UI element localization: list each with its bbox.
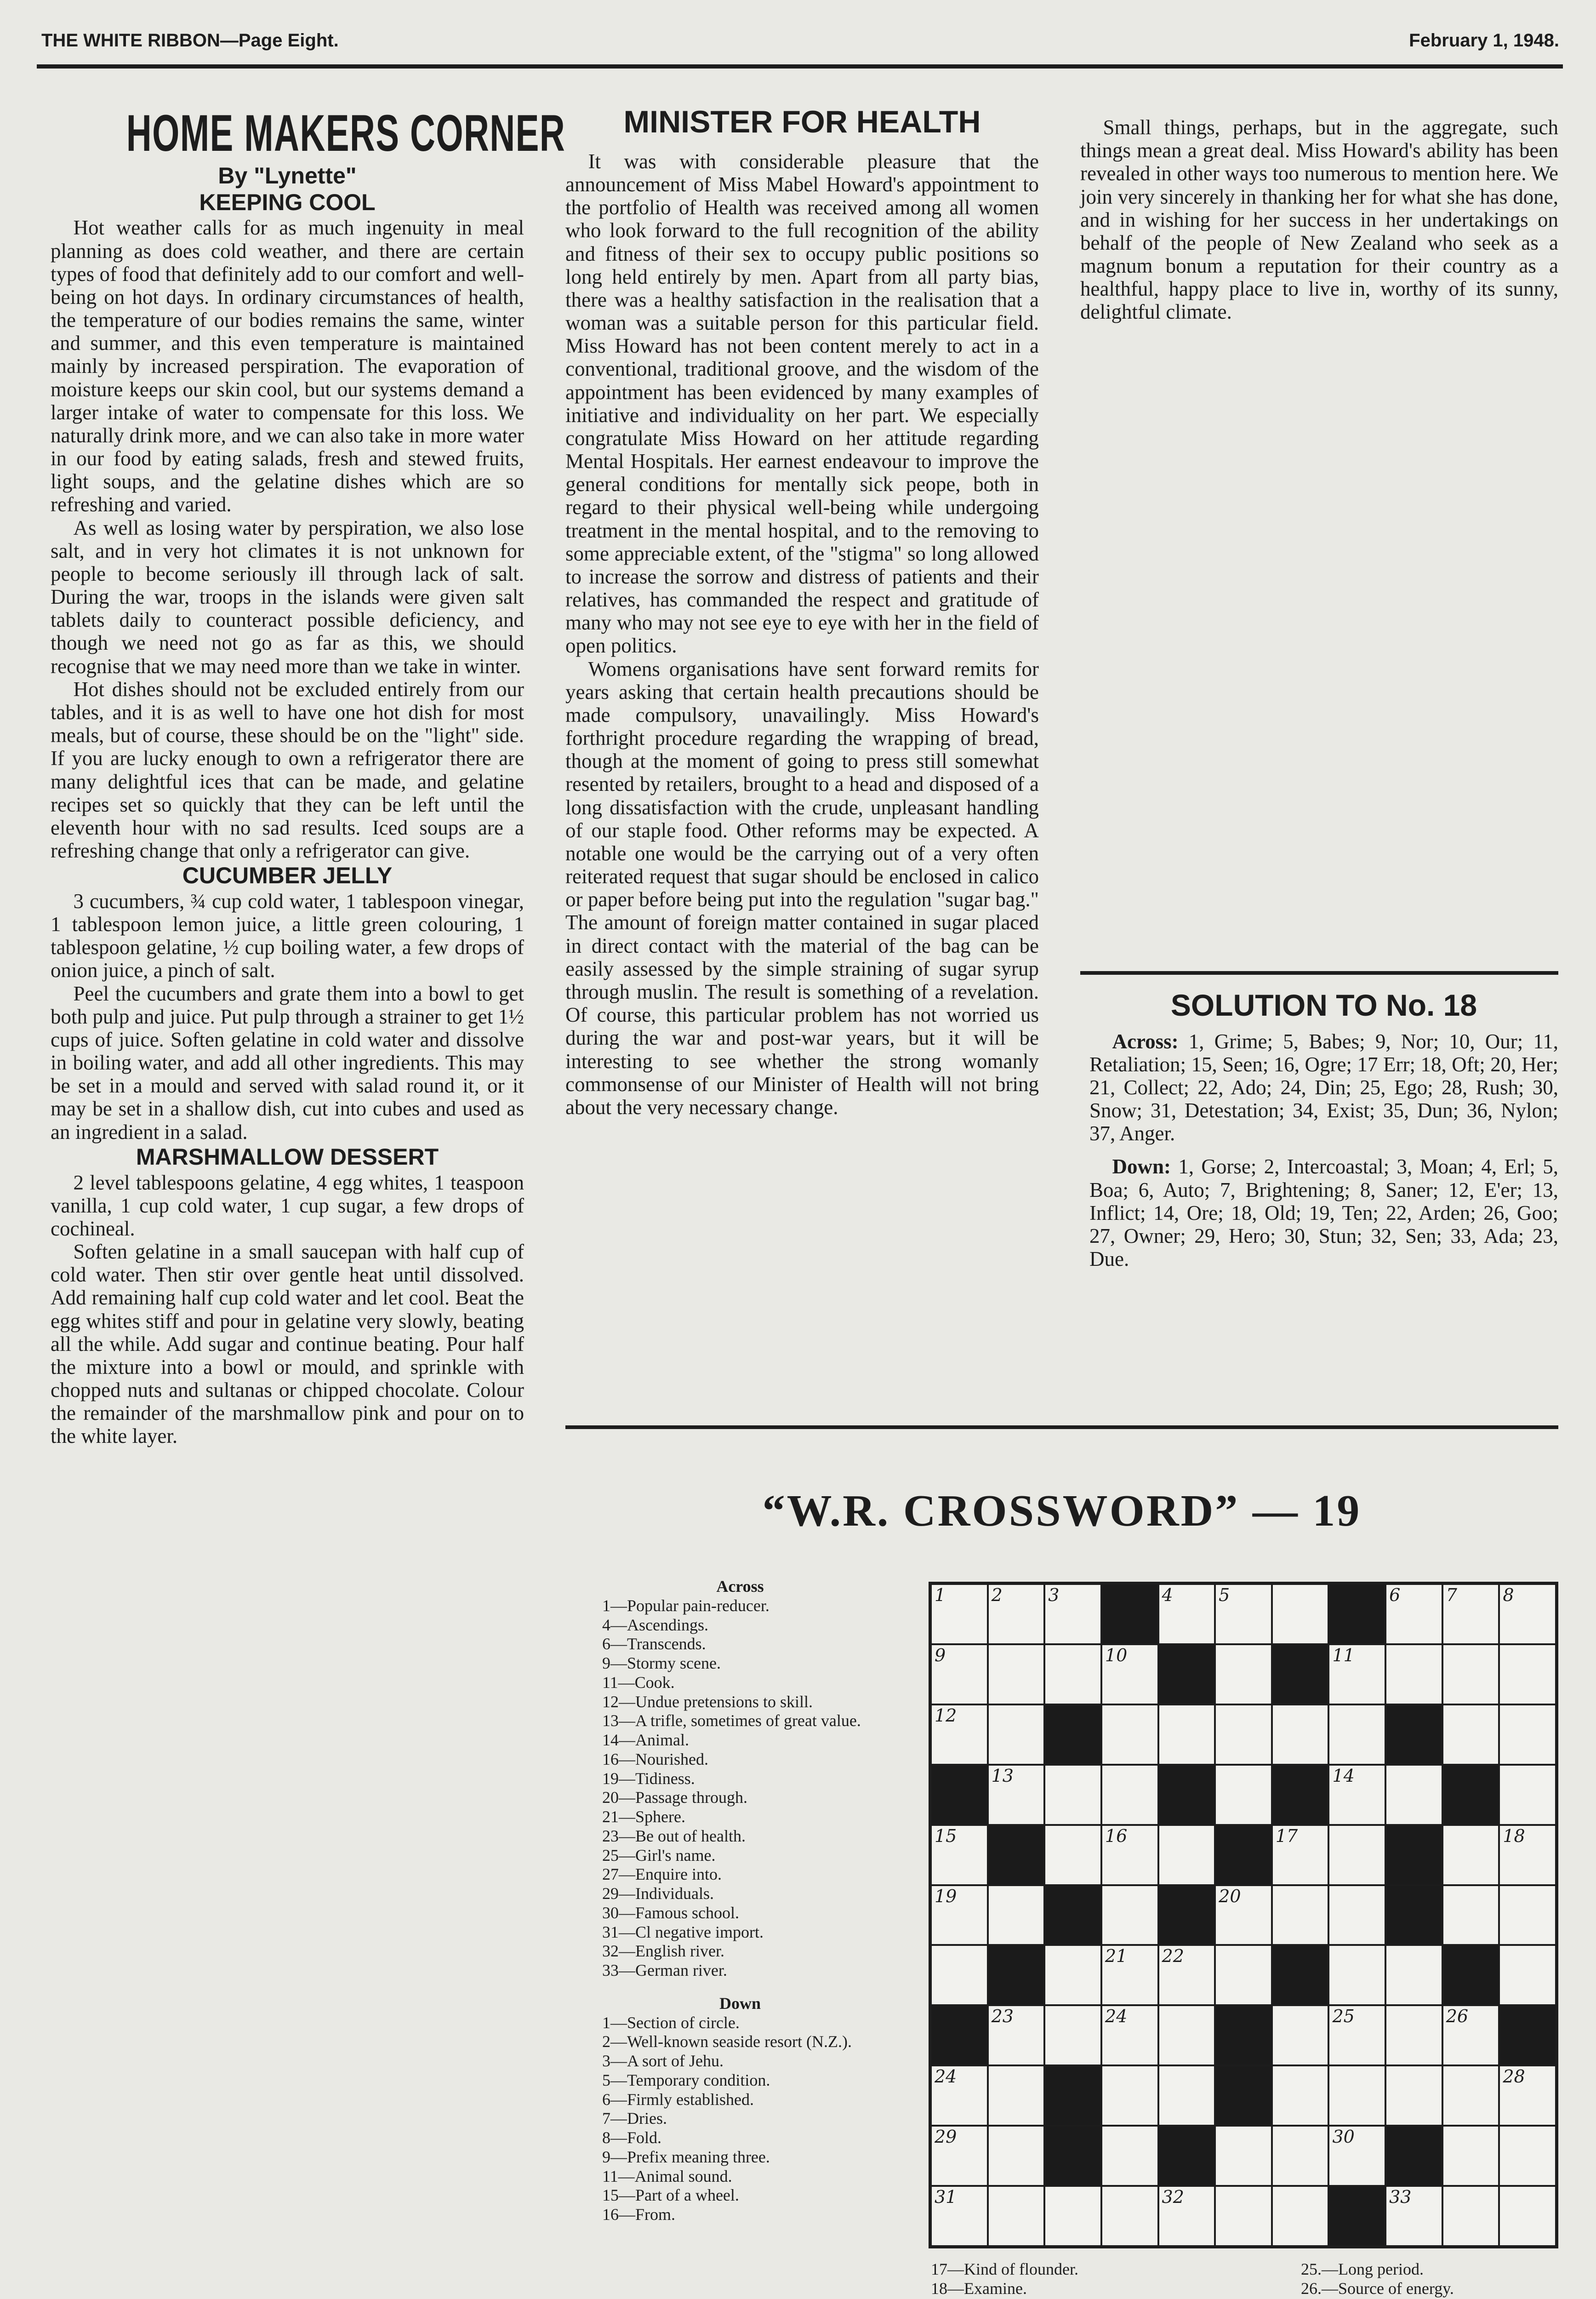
grid-cell[interactable] xyxy=(931,2126,988,2186)
grid-cell[interactable] xyxy=(1442,1825,1499,1885)
grid-cell[interactable] xyxy=(1272,1704,1329,1765)
home-makers-column xyxy=(51,104,566,1448)
clue: 6—Transcends. xyxy=(602,1635,706,1653)
grid-cell[interactable] xyxy=(1328,2005,1385,2065)
clue: 16—From. xyxy=(602,2205,676,2224)
paragraph: Hot dishes should not be excluded entirely from our tables, and it is as well to have one hot dish for most meals, but of course, these should be on the "light" side. If you are lucky enough to own a refrigerator there are many delightful ices that can be made, and gelatine recipes set so quickly that they can be left until the eleventh hour with no sad results. Iced soups are a refreshing change that only a refrigerator can give. xyxy=(51,677,524,863)
clues-heading: Across xyxy=(716,1577,764,1596)
grid-cell[interactable] xyxy=(988,1885,1045,1945)
black-square xyxy=(1272,1765,1329,1825)
across-answers: 1, Grime; 5, Babes; 9, Nor; 10, Our; 11, Retaliation; 15, Seen; 16, Ogre; 17 Err; 18, Oft; 20, Her; 21, Collect; 22, Ado; 24, Din; 25, Ego; 28, Rush; 30, Snow; 31, Detestation; 34, Exist; 35, Dun; 36, Nylon; 37, Anger. xyxy=(1089,1029,1558,1145)
cell-number: 20 xyxy=(1219,1886,1241,1906)
down-answers: 1, Gorse; 2, Intercoastal; 3, Moan; 4, Erl; 5, Boa; 6, Auto; 7, Brightening; 8, Saner; 12, E'er; 13, Inflict; 14, Ore; 18, Old; 19, Ten; 22, Arden; 26, Goo; 27, Owner; 29, Hero; 30, Stun; 32, Sen; 33, Ada; 23, Due. xyxy=(1089,1155,1558,1271)
recipe-method: Soften gelatine in a small saucepan with half cup of cold water. Then stir over gentle heat until dissolved. Add remaining half cup cold water and let cool. Beat the egg whites stiff and pour in gelatine very slowly, beating all the while. Add sugar and continue beating. Pour half the mixture into a bowl or mould, and sprinkle with chopped nuts and sultanas or chipped chocolate. Colour the remainder of the marshmallow pink and pour on to the white layer. xyxy=(51,1240,524,1448)
clue: 17—Kind of flounder. xyxy=(931,2260,1078,2278)
clue: 23—Be out of health. xyxy=(602,1826,746,1845)
paragraph: Hot weather calls for as much ingenuity in meal planning as does cold weather, and there are certain types of food that definitely add to our comfort and well-being on hot days. In ordinary circumstances of health, the temperature of our bodies remains the same, winter and summer, and this even temperature is maintained mainly by increased perspiration. The evaporation of moisture keeps our skin cool, but our systems demand a larger intake of water to compensate for this loss. We naturally drink more, and we can also take in more water in our food by eating salads, fresh and stewed fruits, light soups, and the gelatine dishes which are so refreshing and varied. xyxy=(51,216,524,516)
minister-continuation xyxy=(1080,116,1558,324)
black-square xyxy=(988,1945,1045,2005)
clue: 11—Animal sound. xyxy=(602,2167,732,2185)
grid-cell[interactable] xyxy=(1442,2005,1499,2065)
grid-cell[interactable] xyxy=(1272,1584,1329,1644)
black-square xyxy=(1385,1704,1442,1765)
black-square xyxy=(1044,1885,1101,1945)
crossword-rule xyxy=(565,1425,1558,1429)
clue: 32—English river. xyxy=(602,1942,724,1961)
clues-down-continued xyxy=(931,2260,1262,2299)
black-square xyxy=(1385,2126,1442,2186)
paragraph: Small things, perhaps, but in the aggregate, such things mean a great deal. Miss Howard's ability has been revealed in other ways too numerous to mention here. We join very sincerely in thanking her for what she has done, and in wishing for her success in her undertakings on behalf of the people of New Zealand who seek as a magnum bonum a reputation for their country as a healthful, happy place to live in, worthy of its sunny, delightful climate. xyxy=(1080,116,1558,324)
grid-cell[interactable] xyxy=(1385,2065,1442,2126)
grid-cell[interactable] xyxy=(988,2005,1045,2065)
cell-number: 28 xyxy=(1503,2066,1525,2087)
byline: By "Lynette" xyxy=(218,162,357,189)
clue: 25—Girl's name. xyxy=(602,1846,716,1864)
down-label: Down: xyxy=(1112,1155,1171,1178)
cell-number: 18 xyxy=(1503,1825,1525,1846)
section-heading: KEEPING COOL xyxy=(199,189,376,215)
paragraph: As well as losing water by perspiration, we also lose salt, and in very hot climates it is not unknown for people to become seriously ill through lack of salt. During the war, troops in the islands were given salt tablets daily to counteract possible deficiency, and though we need not go as far as this, we should recognise that we may need more than we take in winter. xyxy=(51,516,524,678)
black-square xyxy=(1158,2126,1215,2186)
grid-cell[interactable] xyxy=(1215,1704,1272,1765)
grid-cell[interactable] xyxy=(1044,1644,1101,1704)
cell-number: 33 xyxy=(1389,2187,1412,2207)
grid-cell[interactable] xyxy=(1158,1945,1215,2005)
grid-cell[interactable] xyxy=(1101,2186,1158,2246)
minister-column xyxy=(565,105,1039,1119)
column-title: HOME MAKERS CORNER xyxy=(126,104,566,162)
grid-cell[interactable] xyxy=(1158,1825,1215,1885)
grid-cell[interactable] xyxy=(1385,1945,1442,2005)
paragraph: It was with considerable pleasure that the announcement of Miss Mabel Howard's appointment to the portfolio of Health was received among all women who look forward to the full recognition of the ability and fitness of their sex to occupy public positions so long held entirely by men. Apart from all party bias, there was a healthy satisfaction in the realisation that a woman was a suitable person for this particular field. Miss Howard has not been content merely to act in a conventional, traditional groove, and the wisdom of the appointment has been evidenced by many examples of initiative and individuality on her part. We especially congratulate Miss Howard on her attitude regarding Mental Hospitals. Her earnest endeavour to improve the general conditions for mentally sick peope, both in regard to their physical well-being while undergoing treatment in the mental hospital, and to the removing to some appreciable extent, of the "stigma" so long allowed to increase the sorrow and distress of patients and their relatives, has commanded the respect and gratitude of many who may not see eye to eye with her in the field of open politics. xyxy=(565,149,1039,658)
grid-cell[interactable] xyxy=(931,1945,988,2005)
grid-cell[interactable] xyxy=(1044,2005,1101,2065)
cell-number: 8 xyxy=(1503,1585,1514,1605)
across-label: Across: xyxy=(1112,1029,1179,1053)
cell-number: 4 xyxy=(1162,1585,1173,1605)
cell-number: 23 xyxy=(991,2006,1014,2027)
grid-cell[interactable] xyxy=(1101,1945,1158,2005)
black-square xyxy=(1158,1644,1215,1704)
grid-cell[interactable] xyxy=(931,1584,988,1644)
grid-cell[interactable] xyxy=(1442,1584,1499,1644)
grid-cell[interactable] xyxy=(931,1885,988,1945)
grid-cell[interactable] xyxy=(1442,2186,1499,2246)
cell-number: 22 xyxy=(1162,1946,1184,1967)
clue: 5—Temporary condition. xyxy=(602,2070,770,2089)
header-rule xyxy=(37,64,1563,69)
grid-cell[interactable] xyxy=(1215,2186,1272,2246)
cell-number: 13 xyxy=(991,1765,1014,1786)
clue: 18—Examine. xyxy=(931,2279,1027,2298)
grid-cell[interactable] xyxy=(931,2065,988,2126)
clue: 9—Prefix meaning three. xyxy=(602,2147,770,2166)
grid-cell[interactable] xyxy=(1158,2065,1215,2126)
clue: 25.—Long period. xyxy=(1301,2260,1424,2278)
black-square xyxy=(1101,1584,1158,1644)
grid-cell[interactable] xyxy=(1328,2065,1385,2126)
cell-number: 1 xyxy=(935,1585,946,1605)
clue: 27—Enquire into. xyxy=(602,1865,722,1884)
grid-cell[interactable] xyxy=(1385,2005,1442,2065)
grid-cell[interactable] xyxy=(1215,1584,1272,1644)
recipe-method: Peel the cucumbers and grate them into a bowl to get both pulp and juice. Put pulp through a strainer to get 1½ cups of juice. Soften gelatine in cold water and dissolve in boiling water, and add all other ingredients. This may be set in a mould and served with salad round it, or it may be set in a shallow dish, cut into cubes and used as an ingredient in a salad. xyxy=(51,982,524,1144)
grid-cell[interactable] xyxy=(1499,1945,1556,2005)
black-square xyxy=(931,1765,988,1825)
grid-cell[interactable] xyxy=(988,1704,1045,1765)
clue: 3—A sort of Jehu. xyxy=(602,2052,724,2070)
recipe-ingredients: 3 cucumbers, ¾ cup cold water, 1 tablespoon vinegar, 1 tablespoon lemon juice, a little green colouring, 1 tablespoon gelatine, ½ cup boiling water, a few drops of onion juice, a pinch of salt. xyxy=(51,889,524,982)
grid-cell[interactable] xyxy=(1328,1704,1385,1765)
grid-cell[interactable] xyxy=(1328,1765,1385,1825)
solution-title: SOLUTION TO No. 18 xyxy=(1170,988,1477,1022)
grid-cell[interactable] xyxy=(1101,1704,1158,1765)
grid-cell[interactable] xyxy=(988,1644,1045,1704)
clue: 1—Section of circle. xyxy=(602,2013,740,2032)
cell-number: 30 xyxy=(1332,2127,1355,2147)
grid-cell[interactable] xyxy=(1385,1584,1442,1644)
grid-cell[interactable] xyxy=(1328,1825,1385,1885)
grid-cell[interactable] xyxy=(1385,1765,1442,1825)
clue: 31—Cl negative import. xyxy=(602,1922,764,1941)
black-square xyxy=(1044,2065,1101,2126)
grid-cell[interactable] xyxy=(1044,1945,1101,2005)
recipe-title: MARSHMALLOW DESSERT xyxy=(136,1144,439,1170)
black-square xyxy=(1158,1765,1215,1825)
grid-cell[interactable] xyxy=(1272,2065,1329,2126)
grid-cell[interactable] xyxy=(988,1584,1045,1644)
black-square xyxy=(1328,2186,1385,2246)
grid-cell[interactable] xyxy=(1272,1885,1329,1945)
cell-number: 24 xyxy=(935,2066,957,2087)
cell-number: 5 xyxy=(1219,1585,1230,1605)
clue: 4—Ascendings. xyxy=(602,1615,708,1634)
grid-cell[interactable] xyxy=(1044,1765,1101,1825)
grid-cell[interactable] xyxy=(1499,1825,1556,1885)
black-square xyxy=(988,1825,1045,1885)
grid-cell[interactable] xyxy=(1328,1644,1385,1704)
grid-cell[interactable] xyxy=(1328,2126,1385,2186)
cell-number: 12 xyxy=(935,1705,957,1726)
cell-number: 11 xyxy=(1332,1645,1355,1665)
grid-cell[interactable] xyxy=(1044,2186,1101,2246)
black-square xyxy=(1328,1584,1385,1644)
grid-cell[interactable] xyxy=(1158,1584,1215,1644)
grid-cell[interactable] xyxy=(1158,1704,1215,1765)
clue: 12—Undue pretensions to skill. xyxy=(602,1692,813,1711)
black-square xyxy=(1044,1704,1101,1765)
black-square xyxy=(1442,1945,1499,2005)
black-square xyxy=(931,2005,988,2065)
cell-number: 15 xyxy=(935,1825,957,1846)
section-rule xyxy=(1080,971,1558,975)
grid-cell[interactable] xyxy=(1442,1885,1499,1945)
grid-cell[interactable] xyxy=(931,1825,988,1885)
grid-cell[interactable] xyxy=(1044,1825,1101,1885)
grid-cell[interactable] xyxy=(1272,2126,1329,2186)
crossword-title: “W.R. CROSSWORD” — 19 xyxy=(762,1486,1362,1536)
grid-cell[interactable] xyxy=(1044,1584,1101,1644)
clue: 21—Sphere. xyxy=(602,1807,685,1826)
grid-cell[interactable] xyxy=(1215,1885,1272,1945)
grid-cell[interactable] xyxy=(1499,2065,1556,2126)
grid-cell[interactable] xyxy=(1385,1644,1442,1704)
clues-down-continued-2 xyxy=(1301,2260,1558,2299)
grid-cell[interactable] xyxy=(1101,1825,1158,1885)
grid-cell[interactable] xyxy=(988,1765,1045,1825)
cell-number: 10 xyxy=(1105,1645,1128,1665)
grid-cell[interactable] xyxy=(1442,2065,1499,2126)
grid-cell[interactable] xyxy=(1158,2186,1215,2246)
cell-number: 6 xyxy=(1389,1585,1401,1605)
running-head: THE WHITE RIBBON—Page Eight. xyxy=(41,30,339,51)
black-square xyxy=(1215,2005,1272,2065)
cell-number: 3 xyxy=(1048,1585,1060,1605)
cell-number: 2 xyxy=(991,1585,1003,1605)
grid-cell[interactable] xyxy=(1499,1704,1556,1765)
grid-cell[interactable] xyxy=(1101,2005,1158,2065)
cell-number: 24 xyxy=(1105,2006,1128,2027)
cell-number: 17 xyxy=(1275,1825,1298,1846)
cell-number: 14 xyxy=(1332,1765,1355,1786)
clue: 33—German river. xyxy=(602,1961,727,1979)
grid-cell[interactable] xyxy=(1499,1765,1556,1825)
clue: 2—Well-known seaside resort (N.Z.). xyxy=(602,2032,852,2051)
clue: 9—Stormy scene. xyxy=(602,1654,721,1672)
crossword-grid xyxy=(929,1582,1558,2248)
black-square xyxy=(1158,1885,1215,1945)
clues-heading: Down xyxy=(719,1994,761,2013)
grid-cell[interactable] xyxy=(931,1644,988,1704)
grid-cell[interactable] xyxy=(931,2186,988,2246)
clue: 8—Fold. xyxy=(602,2128,662,2147)
black-square xyxy=(1385,1885,1442,1945)
cell-number: 19 xyxy=(935,1886,957,1906)
black-square xyxy=(1385,1825,1442,1885)
recipe-ingredients: 2 level tablespoons gelatine, 4 egg whites, 1 teaspoon vanilla, 1 cup cold water, 1 cup sugar, a few drops of cochineal. xyxy=(51,1171,524,1240)
clue: 26.—Source of energy. xyxy=(1301,2279,1454,2298)
black-square xyxy=(1272,1945,1329,2005)
grid-cell[interactable] xyxy=(1385,2186,1442,2246)
clue: 13—A trifle, sometimes of great value. xyxy=(602,1711,861,1730)
grid-cell[interactable] xyxy=(1101,2126,1158,2186)
paragraph: Womens organisations have sent forward remits for years asking that certain health precautions should be made compulsory, unavailingly. Miss Howard's forthright procedure regarding the wrapping of bread, though at the moment of going to press still somewhat resented by retailers, brought to a head and disposed of a long dissatisfaction with the crude, unpleasant handling of our staple food. Other reforms may be expected. A notable one would be the carrying out of a very often reiterated request that sugar should be enclosed in calico or paper before being put into the regulation "sugar bag." The amount of foreign matter contained in sugar placed in direct contact with the material of the bag can be easily assessed by the simple straining of sugar syrup through muslin. The result is something of a revelation. Of course, this particular problem has not worried us during the war and post-war years, but it will be interesting to see whether the strong womanly commonsense of our Minister of Health will not bring about the very necessary change. xyxy=(565,657,1039,1119)
black-square xyxy=(1499,2005,1556,2065)
grid-cell[interactable] xyxy=(1442,1704,1499,1765)
cell-number: 16 xyxy=(1105,1825,1128,1846)
black-square xyxy=(1044,2126,1101,2186)
grid-cell[interactable] xyxy=(1215,2126,1272,2186)
clue: 7—Dries. xyxy=(602,2109,667,2128)
article-title: MINISTER FOR HEALTH xyxy=(623,104,981,139)
clues-across xyxy=(602,1577,878,2225)
grid-cell[interactable] xyxy=(1215,1945,1272,2005)
cell-number: 9 xyxy=(935,1645,946,1665)
grid-cell[interactable] xyxy=(1101,1885,1158,1945)
grid-cell[interactable] xyxy=(1499,2186,1556,2246)
grid-cell[interactable] xyxy=(1499,1584,1556,1644)
grid-cell[interactable] xyxy=(1215,1765,1272,1825)
grid-cell[interactable] xyxy=(1101,1644,1158,1704)
clue: 15—Part of a wheel. xyxy=(602,2186,739,2205)
cell-number: 31 xyxy=(935,2187,957,2207)
cell-number: 7 xyxy=(1446,1585,1457,1605)
grid-cell[interactable] xyxy=(1101,2065,1158,2126)
grid-cell[interactable] xyxy=(1272,2186,1329,2246)
clue: 14—Animal. xyxy=(602,1731,689,1749)
grid-cell[interactable] xyxy=(988,2065,1045,2126)
clue: 11—Cook. xyxy=(602,1673,675,1692)
clue: 16—Nourished. xyxy=(602,1750,708,1768)
black-square xyxy=(1215,1825,1272,1885)
black-square xyxy=(1272,1644,1329,1704)
grid-cell[interactable] xyxy=(1328,1945,1385,2005)
cell-number: 26 xyxy=(1446,2006,1469,2027)
cell-number: 32 xyxy=(1162,2187,1184,2207)
grid-cell[interactable] xyxy=(1442,1644,1499,1704)
clue: 30—Famous school. xyxy=(602,1903,740,1922)
grid-cell[interactable] xyxy=(1272,2005,1329,2065)
grid-cell[interactable] xyxy=(1499,1885,1556,1945)
recipe-title: CUCUMBER JELLY xyxy=(182,863,393,889)
issue-date: February 1, 1948. xyxy=(1409,30,1559,51)
grid-cell[interactable] xyxy=(1158,2005,1215,2065)
grid-cell[interactable] xyxy=(931,1704,988,1765)
grid-cell[interactable] xyxy=(1499,1644,1556,1704)
grid-cell[interactable] xyxy=(988,2186,1045,2246)
clue: 1—Popular pain-reducer. xyxy=(602,1596,770,1615)
grid-cell[interactable] xyxy=(988,2126,1045,2186)
grid-cell[interactable] xyxy=(1215,1644,1272,1704)
clue: 19—Tidiness. xyxy=(602,1769,695,1788)
clue: 6—Firmly established. xyxy=(602,2090,754,2109)
grid-cell[interactable] xyxy=(1328,1885,1385,1945)
black-square xyxy=(1442,1765,1499,1825)
clue: 29—Individuals. xyxy=(602,1884,714,1903)
grid-cell[interactable] xyxy=(1101,1765,1158,1825)
cell-number: 21 xyxy=(1105,1946,1128,1967)
grid-cell[interactable] xyxy=(1499,2126,1556,2186)
solution-box xyxy=(1089,989,1558,1270)
grid-cell[interactable] xyxy=(1442,2126,1499,2186)
clue: 20—Passage through. xyxy=(602,1788,747,1807)
cell-number: 29 xyxy=(935,2127,957,2147)
grid-cell[interactable] xyxy=(1272,1825,1329,1885)
black-square xyxy=(1215,2065,1272,2126)
cell-number: 25 xyxy=(1332,2006,1355,2027)
